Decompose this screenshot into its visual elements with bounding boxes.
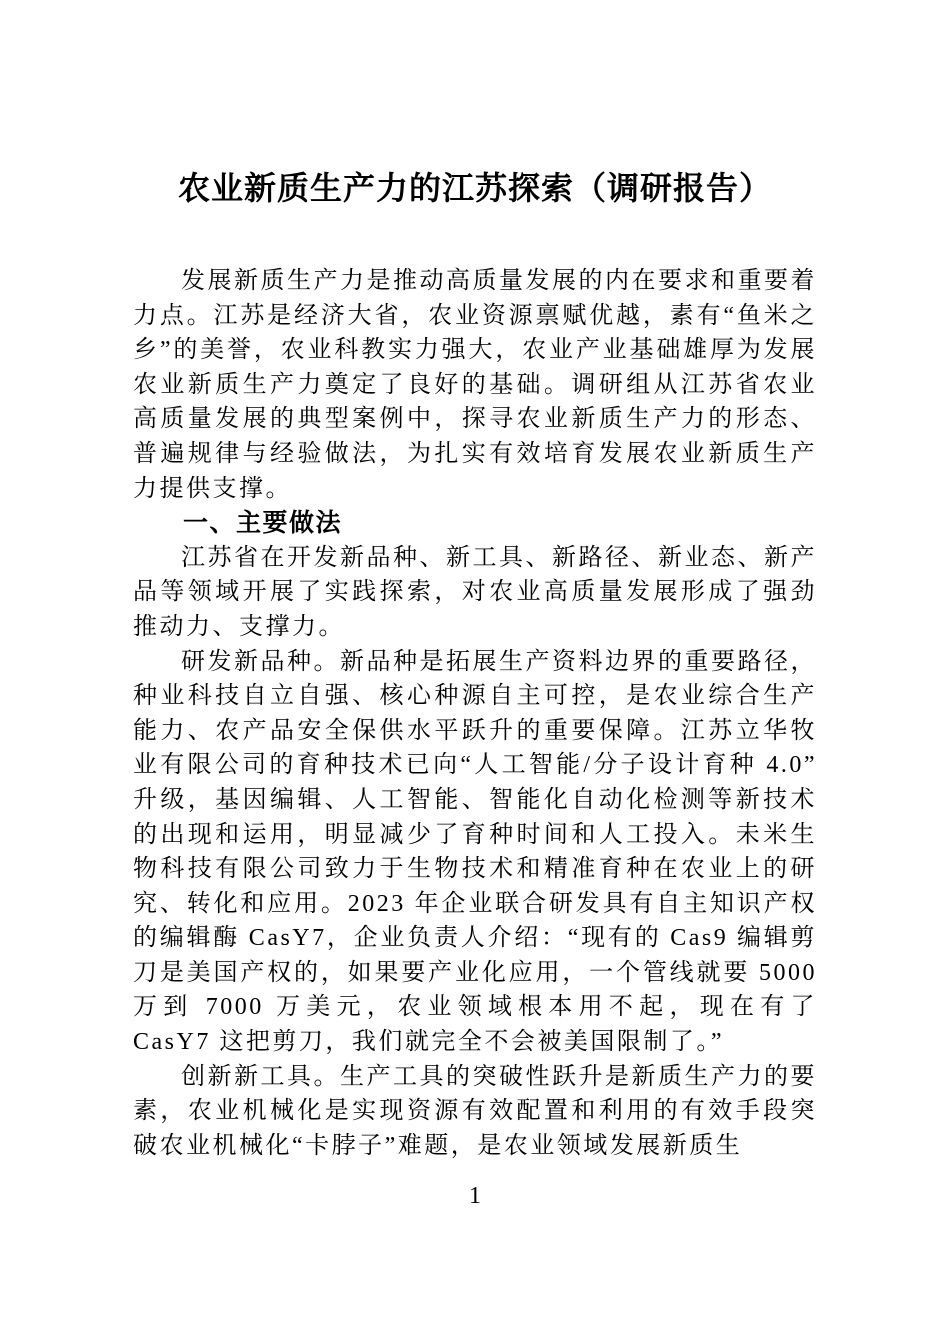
body-paragraph: 发展新质生产力是推动高质量发展的内在要求和重要着力点。江苏是经济大省，农业资源禀赋优越，素有“鱼米之乡”的美誉，农业科教实力强大，农业产业基础雄厚为发展农业新质生产力奠定了良好的基础。调研组从江苏省农业高质量发展的典型案例中，探寻农业新质生产力的形态、普遍规律与经验做法，为扎实有效培育发展农业新质生产力提供支撑。 xyxy=(133,268,817,502)
page-number: 1 xyxy=(469,1183,481,1209)
page-footer xyxy=(0,1183,950,1210)
body-paragraph: 江苏省在开发新品种、新工具、新路径、新业态、新产品等领域开展了实践探索，对农业高质量发展形成了强劲推动力、支撑力。 xyxy=(133,544,817,640)
document-title: 农业新质生产力的江苏探索（调研报告） xyxy=(177,170,772,206)
section-heading: 一、主要做法 xyxy=(183,509,343,538)
document-body xyxy=(133,264,817,1163)
body-paragraph: 研发新品种。新品种是拓展生产资料边界的重要路径，种业科技自立自强、核心种源自主可控，是农业综合生产能力、农产品安全保供水平跃升的重要保障。江苏立华牧业有限公司的育种技术已向“人工智能/分子设计育种 4.0”升级，基因编辑、人工智能、智能化自动化检测等新技术的出现和运用，明显减少了育种时间和人工投入。未米生物科技有限公司致力于生物技术和精准育种在农业上的研究、转化和应用。2023 年企业联合研发具有自主知识产权的编辑酶 CasY7，企业负责人介绍：“现有的 Cas9 编辑剪刀是美国产权的，如果要产业化应用，一个管线就要 5000 万到 7000 万美元，农业领域根本用不起，现在有了 CasY7 这把剪刀，我们就完全不会被美国限制了。” xyxy=(133,648,817,1056)
body-paragraph: 创新新工具。生产工具的突破性跃升是新质生产力的要素，农业机械化是实现资源有效配置和利用的有效手段突破农业机械化“卡脖子”难题，是农业领域发展新质生 xyxy=(133,1063,817,1159)
